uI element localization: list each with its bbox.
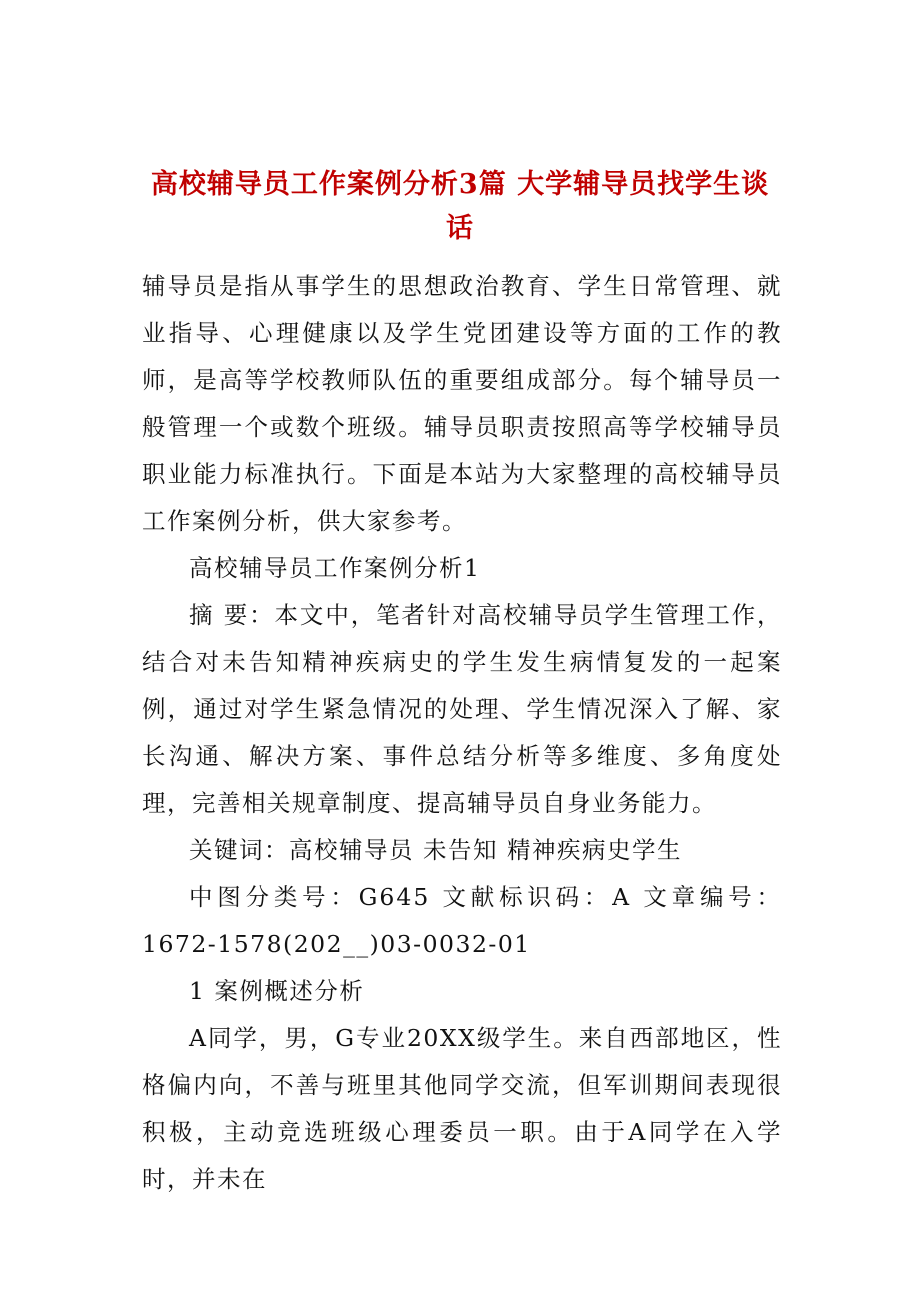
intro-paragraph: 辅导员是指从事学生的思想政治教育、学生日常管理、就业指导、心理健康以及学生党团建设等方面的工作的教师，是高等学校教师队伍的重要组成部分。每个辅导员一般管理一个或数个班级。辅导员职责按照高等学校辅导员职业能力标准执行。下面是本站为大家整理的高校辅导员工作案例分析，供大家参考。 [142, 272, 782, 535]
article-number: 1672-1578(202__)03-0032-01 [142, 930, 531, 958]
case-paragraph: A同学，男，G专业20XX级学生。来自西部地区，性格偏内向，不善与班里其他同学交流，但军训期间表现很积极，主动竞选班级心理委员一职。由于A同学在入学时，并未在 [142, 1024, 782, 1193]
section-heading: 高校辅导员工作案例分析1 [189, 554, 481, 582]
classification-line: 中图分类号：G645 文献标识码：A 文章编号： [189, 883, 782, 911]
case-heading: 1 案例概述分析 [189, 977, 365, 1005]
keywords-line: 关键词：高校辅导员 未告知 精神疾病史学生 [189, 836, 682, 864]
document-body [142, 263, 782, 1203]
abstract-paragraph: 摘 要：本文中，笔者针对高校辅导员学生管理工作，结合对未告知精神疾病史的学生发生病情复发的一起案例，通过对学生紧急情况的处理、学生情况深入了解、家长沟通、解决方案、事件总结分析等多维度、多角度处理，完善相关规章制度、提高辅导员自身业务能力。 [142, 601, 782, 817]
document-title: 高校辅导员工作案例分析3篇 大学辅导员找学生谈话 [150, 169, 770, 244]
